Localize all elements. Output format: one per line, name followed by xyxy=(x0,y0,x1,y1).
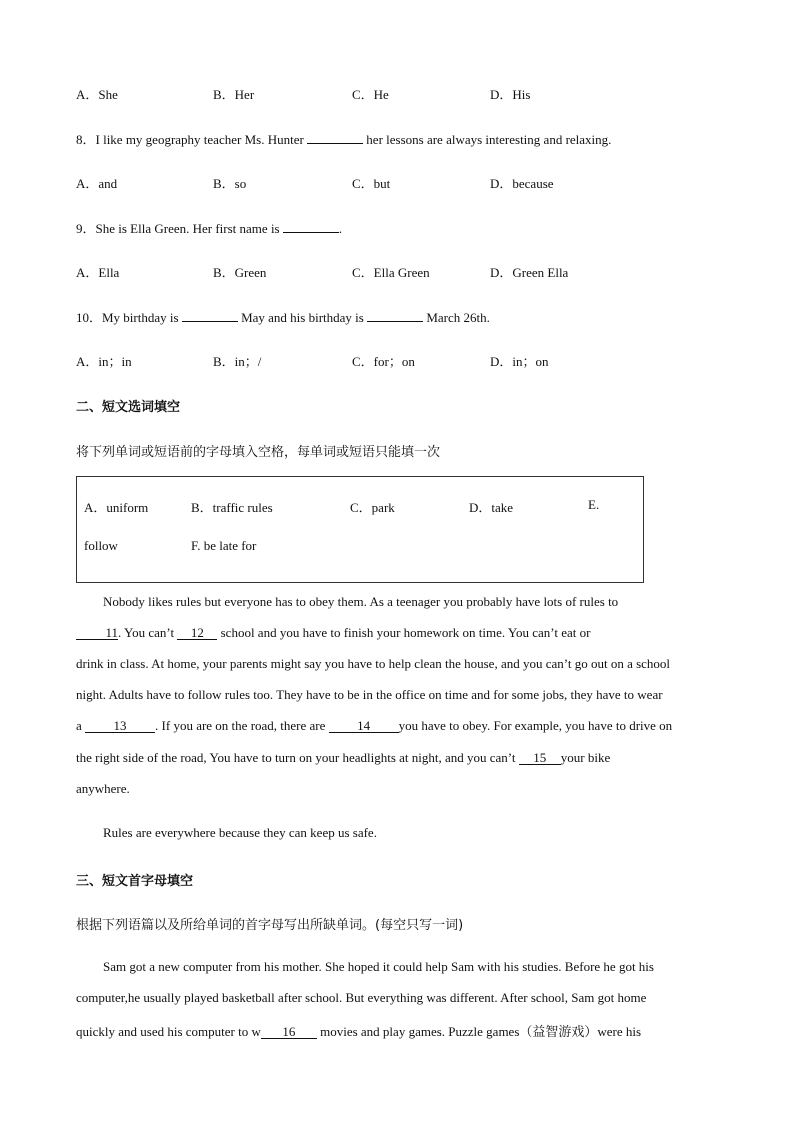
passage-1-line-5 xyxy=(76,718,672,734)
blank-11[interactable]: 11 xyxy=(76,626,118,640)
section-3-heading: 三、短文首字母填空 xyxy=(76,874,194,889)
passage-1-line-6 xyxy=(76,750,610,766)
section-2-heading: 二、短文选词填空 xyxy=(76,400,181,415)
line-3-text-b: movies and play games. Puzzle games（益智游戏）were his xyxy=(316,1024,642,1039)
q10-text-post: March 26th. xyxy=(423,310,490,325)
q8-text-post: her lessons are always interesting and relaxing. xyxy=(363,132,612,147)
passage-1-line-2 xyxy=(76,625,590,641)
section-3-instruction: 根据下列语篇以及所给单词的首字母写出所缺单词。(每空只写一词) xyxy=(76,918,464,933)
line-3-text-a: quickly and used his computer to w xyxy=(76,1024,261,1039)
q10-option-d: D．in；on xyxy=(490,354,549,369)
line-2-text-b: school and you have to finish your homework on time. You can’t eat or xyxy=(217,625,591,640)
line-5-text-b: . If you are on the road, there are xyxy=(155,718,329,733)
passage-1-line-7: anywhere. xyxy=(76,781,130,796)
q10-blank-1[interactable] xyxy=(182,321,238,322)
q9-text-post: . xyxy=(338,221,343,236)
blank-13[interactable]: 13 xyxy=(85,719,155,733)
word-option-b: B．traffic rules xyxy=(191,500,273,515)
q7-option-a: A．She xyxy=(76,87,118,102)
word-option-c: C．park xyxy=(350,500,395,515)
q8-option-d: D．because xyxy=(490,176,554,191)
q10-blank-2[interactable] xyxy=(367,321,423,322)
passage-1-line-3: drink in class. At home, your parents might say you have to help clean the house, and you can’t go out on a school xyxy=(76,656,671,671)
q10-option-c: C．for；on xyxy=(352,354,415,369)
q10-option-a: A．in；in xyxy=(76,354,132,369)
question-8 xyxy=(76,129,611,148)
q9-option-a: A．Ella xyxy=(76,265,120,280)
q10-option-b: B．in；/ xyxy=(213,354,262,369)
q10-text-mid: May and his birthday is xyxy=(237,310,368,325)
word-option-d: D．take xyxy=(469,500,514,515)
q8-text-pre: 8．I like my geography teacher Ms. Hunter xyxy=(76,132,308,147)
q9-text-pre: 9．She is Ella Green. Her first name is xyxy=(76,221,283,236)
q10-text-pre: 10．My birthday is xyxy=(76,310,182,325)
q8-blank[interactable] xyxy=(307,143,363,144)
line-6-text-a: the right side of the road, You have to turn on your headlights at night, and you can’t xyxy=(76,750,519,765)
question-10 xyxy=(76,307,490,326)
passage-3-line-3 xyxy=(76,1021,641,1040)
blank-14[interactable]: 14 xyxy=(329,719,399,733)
q8-option-b: B．so xyxy=(213,176,247,191)
q8-option-a: A．and xyxy=(76,176,118,191)
q7-option-b: B．Her xyxy=(213,87,255,102)
word-option-a: A．uniform xyxy=(84,500,149,515)
section-2-instruction: 将下列单词或短语前的字母填入空格，每单词或短语只能填一次 xyxy=(76,445,441,460)
word-option-e-label: E. xyxy=(588,497,600,512)
blank-15[interactable]: 15 xyxy=(519,751,561,765)
word-box xyxy=(76,476,644,583)
q7-option-d: D．His xyxy=(490,87,531,102)
blank-12[interactable]: 12 xyxy=(177,626,217,640)
passage-2: Rules are everywhere because they can keep us safe. xyxy=(103,825,377,840)
question-9 xyxy=(76,218,342,237)
passage-3-line-1: Sam got a new computer from his mother. She hoped it could help Sam with his studies. Before he got his xyxy=(103,959,654,974)
q8-option-c: C．but xyxy=(352,176,391,191)
line-5-text-a: a xyxy=(76,718,86,733)
word-option-e-text: follow xyxy=(84,538,118,553)
blank-16[interactable]: 16 xyxy=(261,1025,317,1039)
q9-option-d: D．Green Ella xyxy=(490,265,569,280)
word-option-f: F. be late for xyxy=(191,538,257,553)
passage-1-line-1: Nobody likes rules but everyone has to obey them. As a teenager you probably have lots of rules to xyxy=(103,594,619,609)
q9-blank[interactable] xyxy=(283,232,339,233)
q7-option-c: C．He xyxy=(352,87,389,102)
line-2-text-a: . You can’t xyxy=(118,625,178,640)
passage-3-line-2: computer,he usually played basketball after school. But everything was different. After school, Sam got home xyxy=(76,990,647,1005)
passage-1-line-4: night. Adults have to follow rules too. They have to be in the office on time and for some jobs, they have to wear xyxy=(76,687,663,702)
q9-option-c: C．Ella Green xyxy=(352,265,430,280)
line-6-text-b: your bike xyxy=(560,750,611,765)
line-5-text-c: you have to obey. For example, you have to drive on xyxy=(398,718,673,733)
q9-option-b: B．Green xyxy=(213,265,267,280)
